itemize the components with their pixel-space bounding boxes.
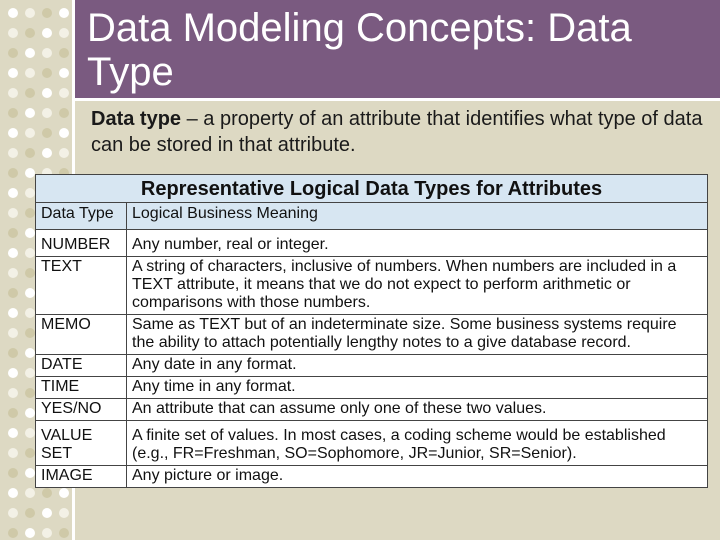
table-caption: Representative Logical Data Types for Attributes xyxy=(36,175,708,203)
data-type-cell: YES/NO xyxy=(36,399,127,421)
decorative-dot xyxy=(59,108,69,118)
data-type-cell: TEXT xyxy=(36,257,127,315)
decorative-dot xyxy=(8,68,18,78)
data-type-cell: NUMBER xyxy=(36,230,127,257)
decorative-dot xyxy=(25,108,35,118)
decorative-dot xyxy=(25,268,35,278)
decorative-dot xyxy=(8,528,18,538)
decorative-dot xyxy=(25,168,35,178)
table-row xyxy=(36,315,708,355)
decorative-dot xyxy=(8,8,18,18)
meaning-cell: Any date in any format. xyxy=(127,355,708,377)
decorative-dot xyxy=(25,28,35,38)
decorative-dot xyxy=(8,148,18,158)
column-header-data-type: Data Type xyxy=(36,203,127,230)
decorative-dot xyxy=(25,248,35,258)
meaning-cell: Any time in any format. xyxy=(127,377,708,399)
decorative-dot xyxy=(42,128,52,138)
table-row xyxy=(36,355,708,377)
decorative-dot xyxy=(8,308,18,318)
data-type-cell: TIME xyxy=(36,377,127,399)
decorative-dot xyxy=(8,488,18,498)
meaning-cell: Same as TEXT but of an indeterminate size. Some business systems require the ability to attach potentially lengthy notes to a give database record. xyxy=(127,315,708,355)
table-row xyxy=(36,257,708,315)
data-type-cell: IMAGE xyxy=(36,466,127,488)
decorative-dot xyxy=(25,488,35,498)
decorative-dot xyxy=(42,148,52,158)
data-type-cell: MEMO xyxy=(36,315,127,355)
decorative-dot xyxy=(59,28,69,38)
decorative-dot xyxy=(8,228,18,238)
decorative-dot xyxy=(42,28,52,38)
decorative-dot xyxy=(8,208,18,218)
decorative-dot xyxy=(59,68,69,78)
column-header-meaning: Logical Business Meaning xyxy=(127,203,708,230)
decorative-dot xyxy=(25,48,35,58)
slide-title: Data Modeling Concepts: Data Type xyxy=(87,6,632,94)
decorative-dot xyxy=(42,108,52,118)
table-row xyxy=(36,399,708,421)
decorative-dot xyxy=(8,168,18,178)
intro-term: Data type xyxy=(91,108,182,130)
meaning-cell: A finite set of values. In most cases, a coding scheme would be established (e.g., FR=Freshman, SO=Sophomore, JR=Junior, SR=Senior). xyxy=(127,421,708,466)
decorative-dot xyxy=(8,48,18,58)
decorative-dot xyxy=(42,88,52,98)
decorative-dot xyxy=(25,328,35,338)
decorative-dot xyxy=(25,508,35,518)
decorative-dot xyxy=(8,328,18,338)
decorative-dot xyxy=(8,448,18,458)
intro-text xyxy=(91,106,711,158)
decorative-dot xyxy=(8,188,18,198)
decorative-dot xyxy=(8,28,18,38)
decorative-dot xyxy=(25,308,35,318)
decorative-dot xyxy=(8,368,18,378)
decorative-dot xyxy=(8,508,18,518)
data-types-table xyxy=(35,174,708,488)
decorative-dot xyxy=(8,288,18,298)
meaning-cell: A string of characters, inclusive of numbers. When numbers are included in a TEXT attribute, it means that we do not expect to perform arithmetic or comparisons with those numbers. xyxy=(127,257,708,315)
data-type-cell: DATE xyxy=(36,355,127,377)
decorative-dot xyxy=(25,148,35,158)
decorative-dot xyxy=(59,88,69,98)
decorative-dot xyxy=(25,68,35,78)
decorative-dot xyxy=(25,228,35,238)
decorative-dot xyxy=(8,388,18,398)
table-row xyxy=(36,466,708,488)
decorative-dot xyxy=(25,128,35,138)
intro-definition: – a property of an attribute that identifies what type of data can be stored in that attribute. xyxy=(91,108,703,156)
decorative-dot xyxy=(25,368,35,378)
horizontal-divider xyxy=(72,98,720,101)
decorative-dot xyxy=(8,248,18,258)
decorative-dot xyxy=(59,148,69,158)
decorative-dot xyxy=(8,88,18,98)
meaning-cell: Any number, real or integer. xyxy=(127,230,708,257)
decorative-dot xyxy=(59,48,69,58)
decorative-dot xyxy=(42,48,52,58)
decorative-dot xyxy=(8,348,18,358)
decorative-dot xyxy=(25,288,35,298)
decorative-dot xyxy=(8,408,18,418)
decorative-dot xyxy=(8,128,18,138)
decorative-dot xyxy=(25,388,35,398)
decorative-dot xyxy=(25,208,35,218)
decorative-dot xyxy=(25,448,35,458)
table-row xyxy=(36,421,708,466)
decorative-dot xyxy=(25,348,35,358)
data-types-table-container xyxy=(35,174,708,540)
decorative-dot xyxy=(25,528,35,538)
decorative-dot xyxy=(59,8,69,18)
table-row xyxy=(36,377,708,399)
decorative-dot xyxy=(8,268,18,278)
decorative-dot xyxy=(42,8,52,18)
decorative-dot xyxy=(8,468,18,478)
decorative-dot xyxy=(25,428,35,438)
table-row xyxy=(36,230,708,257)
decorative-dot xyxy=(59,128,69,138)
meaning-cell: Any picture or image. xyxy=(127,466,708,488)
decorative-dot xyxy=(25,468,35,478)
decorative-dot xyxy=(25,188,35,198)
meaning-cell: An attribute that can assume only one of these two values. xyxy=(127,399,708,421)
decorative-dot xyxy=(42,68,52,78)
decorative-dot xyxy=(25,8,35,18)
data-type-cell: VALUE SET xyxy=(36,421,127,466)
decorative-dot xyxy=(25,88,35,98)
decorative-dot xyxy=(8,428,18,438)
decorative-dot xyxy=(8,108,18,118)
decorative-dot xyxy=(25,408,35,418)
table-header-row xyxy=(36,203,708,230)
